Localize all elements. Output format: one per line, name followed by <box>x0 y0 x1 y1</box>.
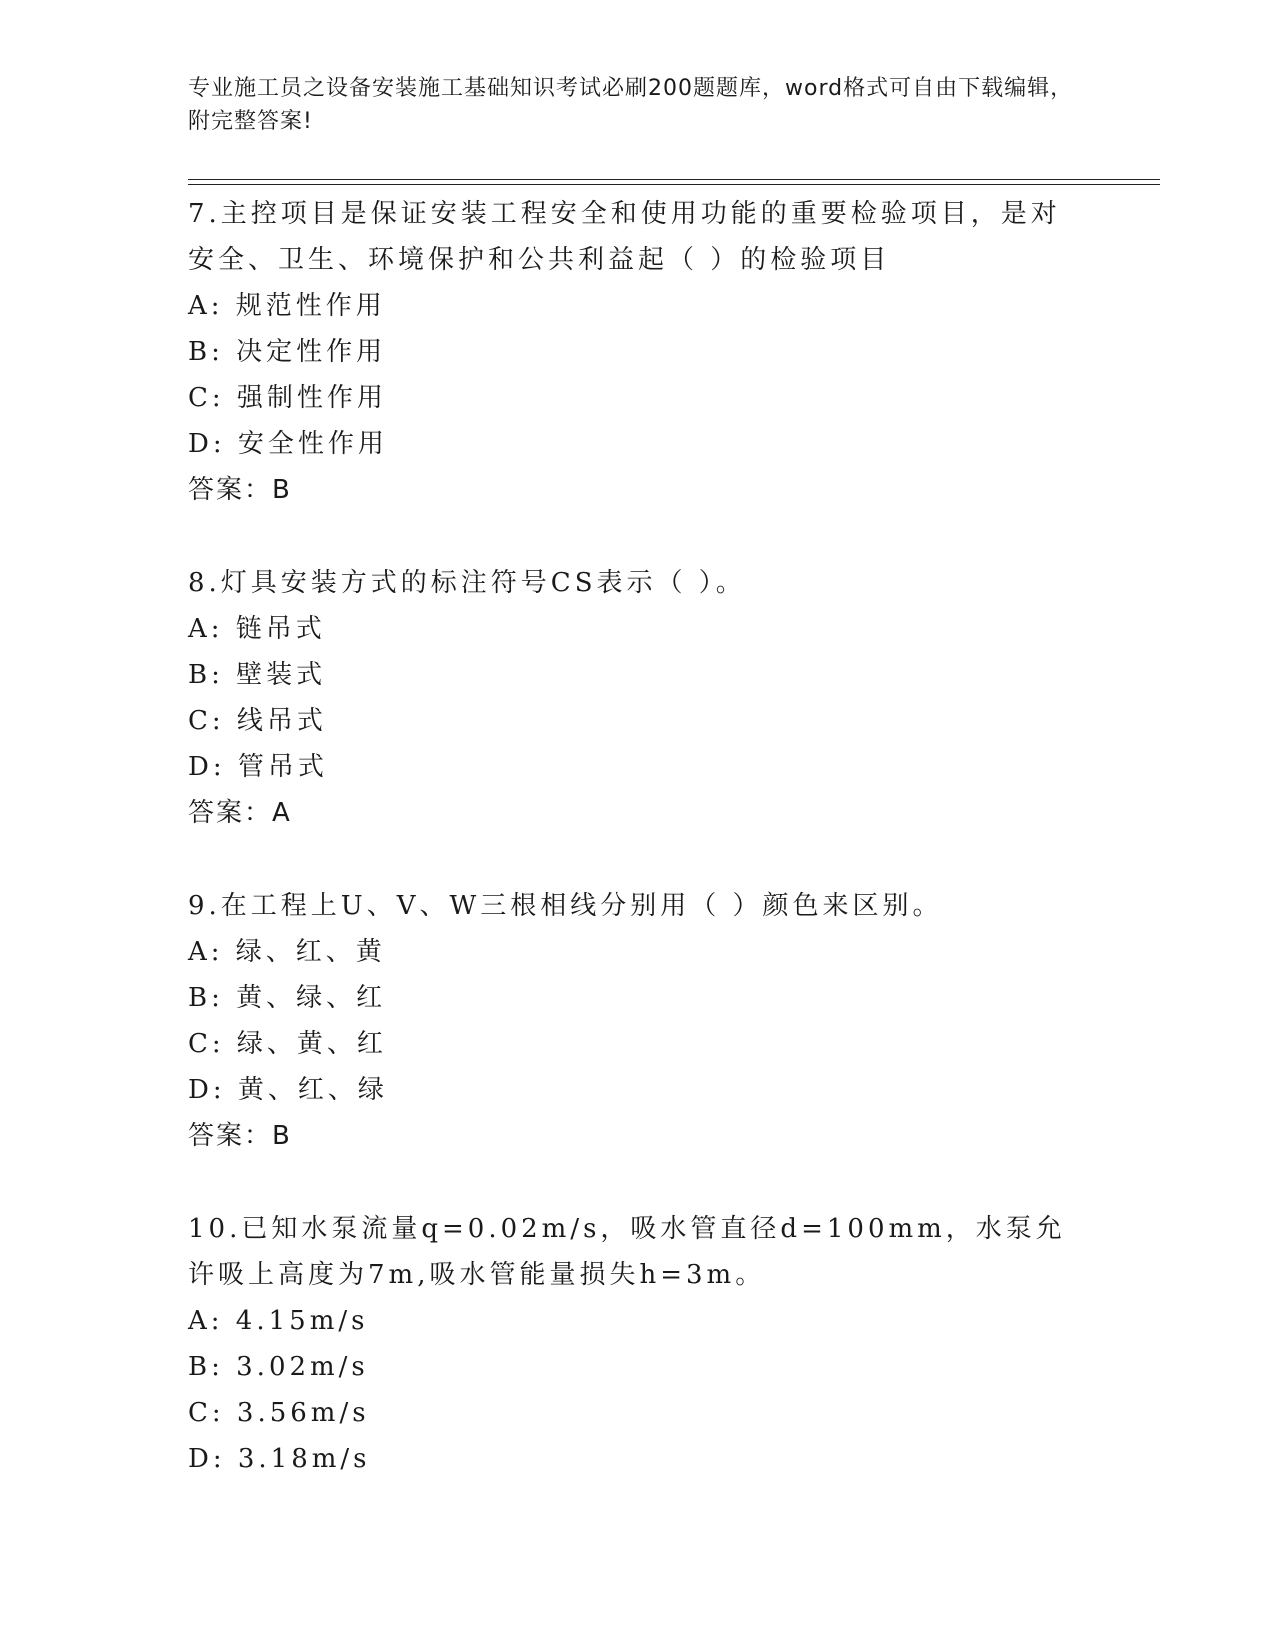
question-text: 9.在工程上U、V、W三根相线分别用（ ）颜色来区别。 <box>188 891 943 921</box>
option-a: A: 绿、红、黄 <box>188 937 386 967</box>
question-text: 8.灯具安装方式的标注符号CS表示（ ）。 <box>188 568 746 598</box>
answer: 答案：B <box>188 1121 292 1151</box>
option-b: B: 3.02m/s <box>188 1352 369 1382</box>
option-b: B: 黄、绿、红 <box>188 983 387 1013</box>
option-c: C: 强制性作用 <box>188 383 387 413</box>
document-header: 专业施工员之设备安装施工基础知识考试必刷200题题库，word格式可自由下载编辑，附完整答案! <box>188 76 1074 134</box>
option-d: D: 管吊式 <box>188 752 328 782</box>
header-divider-top <box>188 179 1160 180</box>
header-divider-bottom <box>188 184 1160 185</box>
question-text: 10.已知水泵流量q=0.02m/s，吸水管直径d=100mm，水泵允许吸上高度为7m,吸水管能量损失h=3m。 <box>188 1214 1066 1290</box>
option-c: C: 线吊式 <box>188 706 327 736</box>
option-b: B: 决定性作用 <box>188 337 387 367</box>
option-a: A: 链吊式 <box>188 614 326 644</box>
question-text: 7.主控项目是保证安装工程安全和使用功能的重要检验项目，是对安全、卫生、环境保护和公共利益起（ ）的检验项目 <box>188 199 1061 275</box>
question-9 <box>188 883 1088 1159</box>
option-a: A: 规范性作用 <box>188 291 386 321</box>
answer: 答案：B <box>188 475 292 505</box>
option-c: C: 3.56m/s <box>188 1398 370 1428</box>
question-7 <box>188 191 1088 513</box>
answer: 答案：A <box>188 798 292 828</box>
option-b: B: 壁装式 <box>188 660 327 690</box>
option-c: C: 绿、黄、红 <box>188 1029 387 1059</box>
option-d: D: 3.18m/s <box>188 1444 371 1474</box>
question-8 <box>188 560 1088 836</box>
option-a: A: 4.15m/s <box>188 1306 369 1336</box>
option-d: D: 安全性作用 <box>188 429 388 459</box>
question-list <box>188 191 1088 1529</box>
question-10 <box>188 1206 1088 1482</box>
option-d: D: 黄、红、绿 <box>188 1075 388 1105</box>
